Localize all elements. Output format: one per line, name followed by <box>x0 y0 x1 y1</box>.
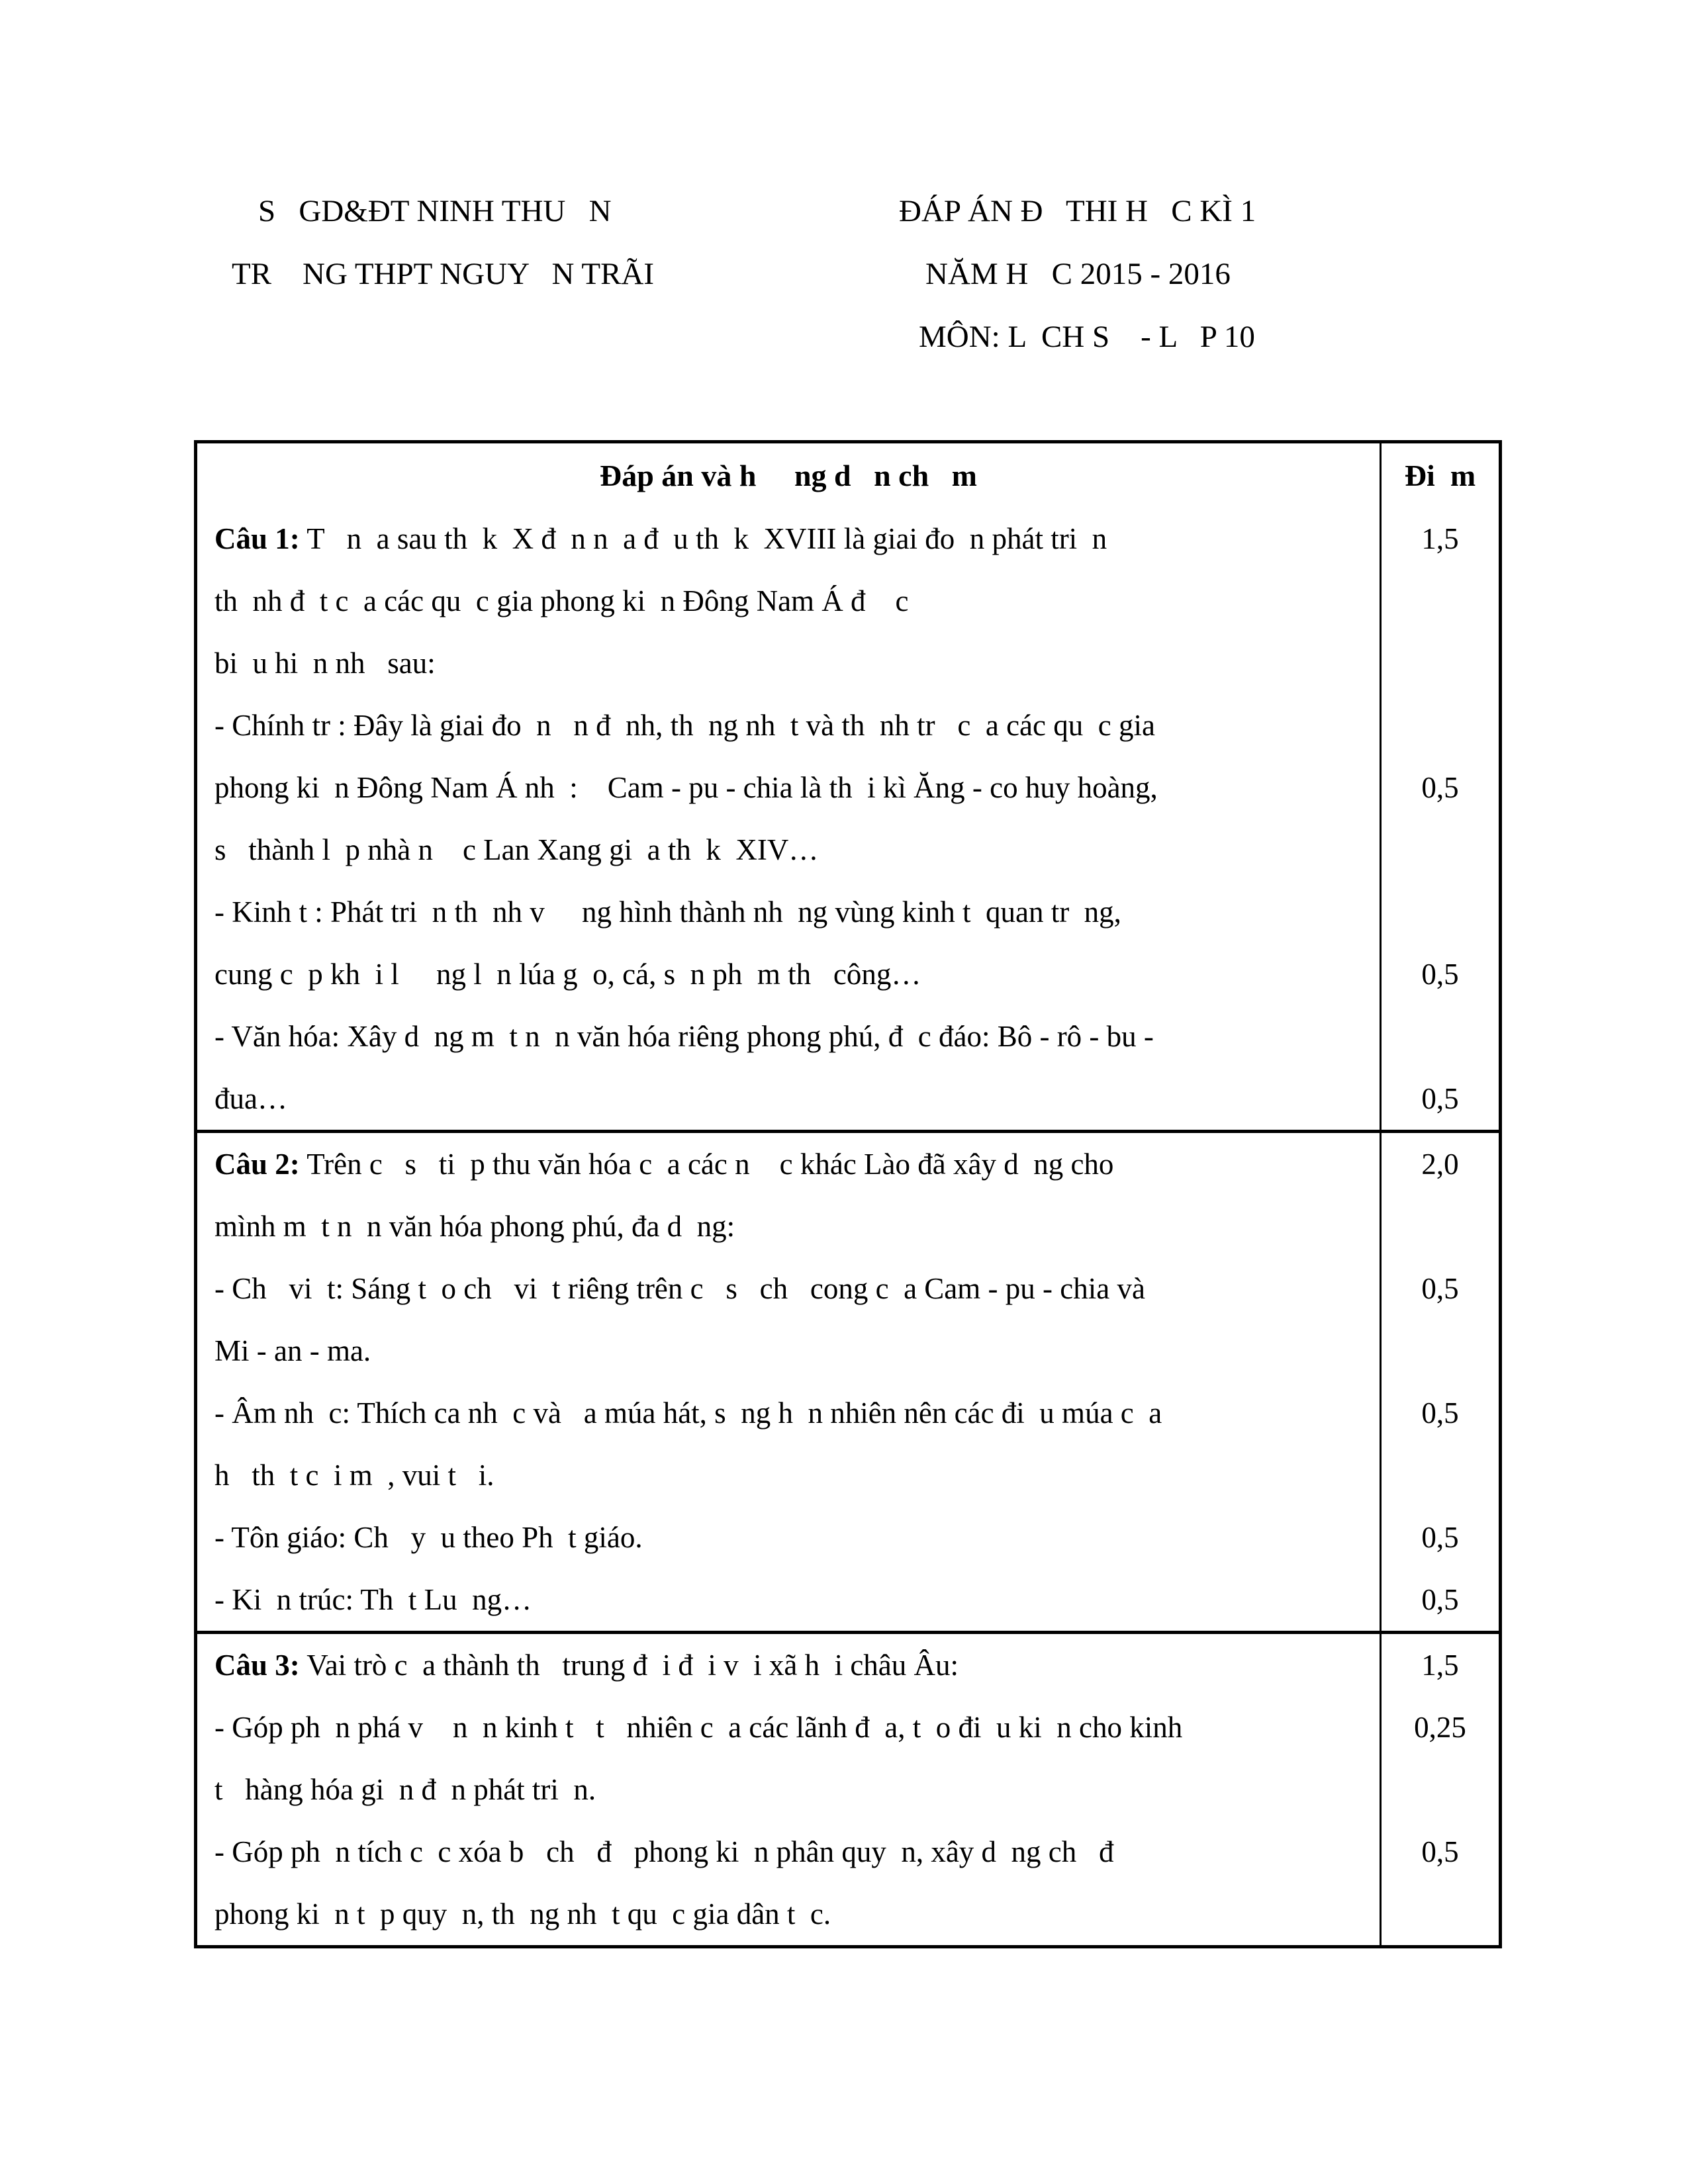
score-value: 0,5 <box>1421 1082 1459 1115</box>
table-row <box>197 508 1499 1130</box>
score-value: 0,25 <box>1414 1711 1466 1744</box>
question-label: Câu 3: <box>214 1649 300 1682</box>
answer-table <box>194 440 1502 1948</box>
issuer-block <box>232 180 654 306</box>
score-value: 0,5 <box>1421 1521 1459 1554</box>
score-value: 1,5 <box>1421 1649 1459 1682</box>
answer-line: - Âm nh c: Thích ca nh c và a múa hát, s ng h n nhiên nên các đi u múa c a <box>214 1396 1162 1430</box>
issuer-school: TR NG THPT NGUY N TRÃI <box>232 257 655 291</box>
doc-title: ĐÁP ÁN Đ THI H C KÌ 1 <box>899 194 1256 228</box>
score-value <box>1382 1883 1499 1945</box>
table-header-row <box>197 443 1499 508</box>
doc-subject: MÔN: L CH S - L P 10 <box>919 320 1255 354</box>
score-value <box>1382 1758 1499 1821</box>
score-value <box>1382 694 1499 756</box>
score-value <box>1382 1195 1499 1257</box>
score-column-header: Đi m <box>1380 443 1499 508</box>
answer-line: - Văn hóa: Xây d ng m t n n văn hóa riêng phong phú, đ c đáo: Bô - rô - bu - <box>214 1020 1154 1053</box>
answer-cell <box>197 1634 1380 1945</box>
answer-line: mình m t n n văn hóa phong phú, đa d ng: <box>214 1210 735 1243</box>
title-block <box>899 180 1256 369</box>
score-cell <box>1380 1133 1499 1631</box>
answer-line: đua… <box>214 1082 287 1115</box>
answer-line: - Tôn giáo: Ch y u theo Ph t giáo. <box>214 1521 643 1554</box>
answer-line: bi u hi n nh sau: <box>214 647 436 680</box>
answer-column-header: Đáp án và h ng d n ch m <box>599 459 978 492</box>
score-value: 1,5 <box>1421 522 1459 555</box>
answer-line: - Kinh t : Phát tri n th nh v ng hình thành nh ng vùng kinh t quan tr ng, <box>214 895 1121 929</box>
answer-line: - Góp ph n phá v n n kinh t t nhiên c a các lãnh đ a, t o đi u ki n cho kinh <box>214 1711 1183 1744</box>
table-body <box>197 508 1499 1945</box>
table-row <box>197 1631 1499 1945</box>
answer-line: Câu 1: T n a sau th k X đ n n a đ u th k XVIII là giai đo n phát tri n <box>214 522 1107 555</box>
question-label: Câu 2: <box>214 1148 300 1181</box>
score-value <box>1382 632 1499 694</box>
score-value: 0,5 <box>1421 771 1459 804</box>
answer-line: Câu 3: Vai trò c a thành th trung đ i đ i v i xã h i châu Âu: <box>214 1649 959 1682</box>
score-value: 0,5 <box>1421 958 1459 991</box>
score-value <box>1382 819 1499 881</box>
question-label: Câu 1: <box>214 522 300 555</box>
score-value <box>1382 1444 1499 1506</box>
score-value: 0,5 <box>1421 1835 1459 1868</box>
issuer-department: S GD&ĐT NINH THU N <box>258 194 612 228</box>
answer-line: - Chính tr : Đây là giai đo n n đ nh, th ng nh t và th nh tr c a các qu c gia <box>214 709 1155 742</box>
answer-line: s thành l p nhà n c Lan Xang gi a th k XIV… <box>214 833 819 866</box>
answer-line: Mi - an - ma. <box>214 1334 371 1367</box>
score-value: 0,5 <box>1421 1396 1459 1430</box>
answer-line: t hàng hóa gi n đ n phát tri n. <box>214 1773 596 1806</box>
score-value <box>1382 1320 1499 1382</box>
answer-line: th nh đ t c a các qu c gia phong ki n Đông Nam Á đ c <box>214 584 909 617</box>
answer-line: - Góp ph n tích c c xóa b ch đ phong ki n phân quy n, xây d ng ch đ <box>214 1835 1114 1868</box>
answer-cell <box>197 1133 1380 1631</box>
answer-line: phong ki n Đông Nam Á nh : Cam - pu - chia là th i kì Ăng - co huy hoàng, <box>214 771 1158 804</box>
answer-line: phong ki n t p quy n, th ng nh t qu c gia dân t c. <box>214 1897 831 1931</box>
answer-line: cung c p kh i l ng l n lúa g o, cá, s n ph m th công… <box>214 958 921 991</box>
score-value: 2,0 <box>1421 1148 1459 1181</box>
answer-line: - Ki n trúc: Th t Lu ng… <box>214 1583 532 1616</box>
doc-school-year: NĂM H C 2015 - 2016 <box>925 257 1231 291</box>
table-row <box>197 1130 1499 1631</box>
score-cell <box>1380 508 1499 1130</box>
score-cell <box>1380 1634 1499 1945</box>
answer-line: Câu 2: Trên c s ti p thu văn hóa c a các n c khác Lào đã xây d ng cho <box>214 1148 1114 1181</box>
score-value: 0,5 <box>1421 1272 1459 1305</box>
score-value: 0,5 <box>1421 1583 1459 1616</box>
score-value <box>1382 881 1499 943</box>
score-value <box>1382 570 1499 632</box>
score-value <box>1382 1005 1499 1068</box>
answer-line: - Ch vi t: Sáng t o ch vi t riêng trên c s ch cong c a Cam - pu - chia và <box>214 1272 1145 1305</box>
answer-line: h th t c i m , vui t i. <box>214 1459 494 1492</box>
answer-cell <box>197 508 1380 1130</box>
